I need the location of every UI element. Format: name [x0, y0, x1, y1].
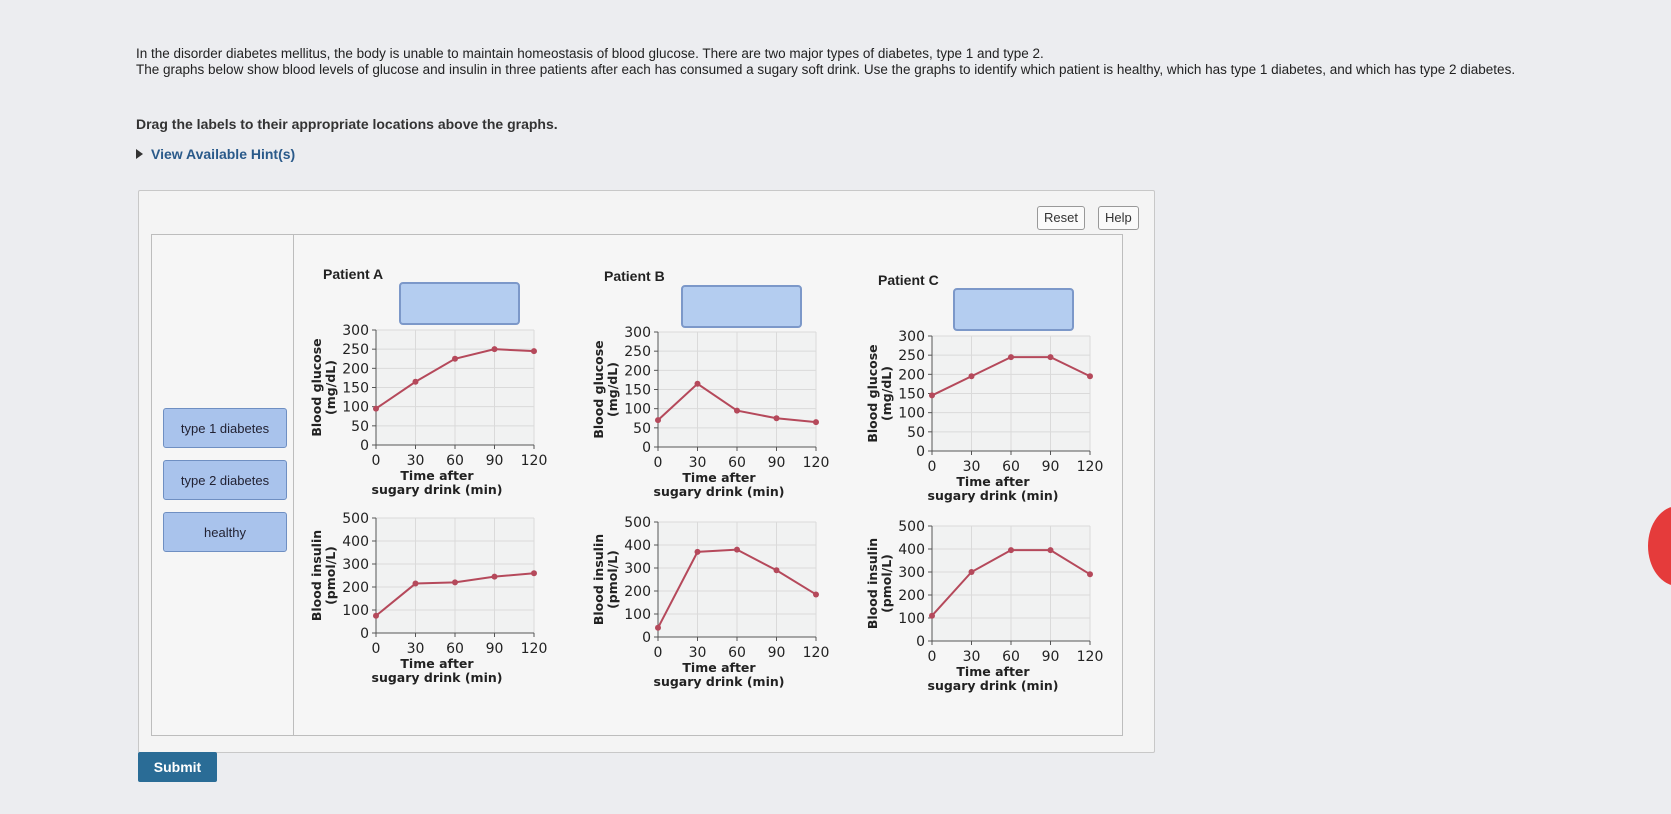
y-tick-label: 200 [342, 580, 369, 596]
y-tick-label: 100 [624, 607, 651, 623]
y-tick-label: 0 [916, 634, 925, 650]
data-point [1048, 547, 1054, 553]
y-tick-label: 250 [342, 342, 369, 359]
data-point [1087, 571, 1093, 577]
data-point [813, 419, 819, 425]
x-axis-label: sugary drink (min) [927, 488, 1059, 503]
label-bank-divider [293, 234, 294, 736]
y-tick-label: 300 [898, 565, 925, 581]
x-tick-label: 60 [446, 641, 464, 657]
data-point [655, 417, 661, 423]
data-point [813, 591, 819, 597]
y-axis-label: Blood glucose [865, 344, 880, 443]
reset-button[interactable]: Reset [1037, 206, 1085, 230]
patient-a-title: Patient A [323, 266, 384, 282]
y-tick-label: 300 [624, 325, 651, 341]
y-tick-label: 0 [642, 630, 651, 646]
x-axis-label: sugary drink (min) [371, 482, 503, 497]
x-tick-label: 30 [406, 641, 425, 657]
data-point [492, 346, 498, 352]
x-tick-label: 120 [520, 453, 548, 469]
intro-line-1: In the disorder diabetes mellitus, the body is unable to maintain homeostasis of blood glucose. There are two major types of diabetes, type 1 and type 2. [136, 46, 1044, 61]
x-tick-label: 30 [962, 649, 981, 665]
data-point [1048, 354, 1054, 360]
y-tick-label: 200 [898, 367, 925, 384]
y-axis-label: (mg/dL) [323, 360, 338, 415]
patient-c-glucose-chart [862, 326, 1122, 506]
y-tick-label: 500 [624, 515, 651, 531]
y-axis-label: (pmol/L) [323, 546, 338, 605]
x-tick-label: 0 [927, 649, 937, 665]
data-point [413, 379, 419, 385]
instruction-text: Drag the labels to their appropriate locations above the graphs. [136, 116, 558, 132]
data-point [969, 373, 975, 379]
y-tick-label: 400 [624, 538, 651, 554]
x-tick-label: 120 [520, 641, 548, 657]
x-tick-label: 120 [802, 455, 830, 471]
floating-action-button[interactable] [1648, 506, 1671, 586]
x-tick-label: 0 [653, 455, 663, 471]
y-tick-label: 250 [898, 348, 925, 365]
y-tick-label: 500 [342, 511, 369, 527]
data-point [1008, 547, 1014, 553]
y-axis-label: (pmol/L) [879, 554, 894, 613]
y-tick-label: 200 [342, 361, 369, 378]
y-tick-label: 100 [342, 399, 369, 416]
x-tick-label: 60 [728, 645, 746, 661]
y-tick-label: 150 [898, 386, 925, 403]
data-point [413, 581, 419, 587]
y-axis-label: Blood insulin [865, 537, 880, 630]
data-point [695, 381, 701, 387]
label-type-2-diabetes[interactable]: type 2 diabetes [163, 460, 287, 500]
y-tick-label: 100 [624, 401, 651, 418]
x-tick-label: 60 [1002, 649, 1020, 665]
data-point [531, 570, 537, 576]
data-point [1008, 354, 1014, 360]
x-axis-label: Time after [400, 656, 474, 671]
drop-target-patient-a[interactable] [399, 282, 520, 325]
patient-c-title: Patient C [878, 272, 939, 288]
data-point [452, 579, 458, 585]
y-axis-label: Blood glucose [309, 338, 324, 437]
data-point [373, 613, 379, 619]
y-axis-label: (mg/dL) [605, 362, 620, 417]
y-tick-label: 400 [342, 534, 369, 550]
data-point [1087, 373, 1093, 379]
x-axis-label: sugary drink (min) [653, 674, 785, 689]
data-point [452, 356, 458, 362]
y-tick-label: 0 [642, 440, 651, 456]
patient-b-insulin-chart [588, 512, 848, 692]
y-tick-label: 0 [360, 626, 369, 642]
x-axis-label: Time after [956, 474, 1030, 489]
label-healthy[interactable]: healthy [163, 512, 287, 552]
y-tick-label: 300 [624, 561, 651, 577]
y-axis-label: (mg/dL) [879, 366, 894, 421]
patient-b-glucose-chart [588, 322, 848, 502]
x-axis-label: Time after [682, 470, 756, 485]
y-tick-label: 50 [907, 424, 925, 441]
x-tick-label: 90 [1041, 649, 1060, 665]
intro-line-2: The graphs below show blood levels of glucose and insulin in three patients after each has consumed a sugary soft drink. Use the graphs to identify which patient is healthy, which has type 1 diabetes, and which has type 2 diabetes. [136, 62, 1516, 77]
x-tick-label: 120 [802, 645, 830, 661]
y-tick-label: 250 [624, 344, 651, 361]
patient-c-insulin-chart [862, 516, 1122, 696]
x-axis-label: Time after [400, 468, 474, 483]
y-axis-label: Blood insulin [591, 533, 606, 626]
x-tick-label: 90 [767, 455, 786, 471]
patient-a-insulin-chart [306, 508, 566, 688]
submit-button[interactable]: Submit [138, 752, 217, 782]
y-tick-label: 0 [916, 444, 925, 460]
x-tick-label: 90 [485, 453, 504, 469]
y-tick-label: 500 [898, 519, 925, 535]
patient-a-glucose-chart [306, 320, 566, 500]
y-tick-label: 0 [360, 438, 369, 454]
y-tick-label: 100 [898, 611, 925, 627]
x-axis-label: sugary drink (min) [653, 484, 785, 499]
data-point [774, 415, 780, 421]
y-tick-label: 300 [898, 329, 925, 345]
x-tick-label: 0 [927, 459, 937, 475]
drop-target-patient-c[interactable] [953, 288, 1074, 331]
patient-b-title: Patient B [604, 268, 665, 284]
data-point [929, 613, 935, 619]
help-button[interactable]: Help [1098, 206, 1139, 230]
view-hints-link[interactable] [136, 146, 295, 162]
x-tick-label: 60 [446, 453, 464, 469]
view-hints-label: View Available Hint(s) [151, 146, 296, 162]
x-axis-label: Time after [956, 664, 1030, 679]
data-point [655, 625, 661, 631]
y-tick-label: 200 [898, 588, 925, 604]
y-tick-label: 150 [624, 382, 651, 399]
x-tick-label: 0 [653, 645, 663, 661]
x-tick-label: 0 [371, 641, 381, 657]
data-point [531, 348, 537, 354]
x-tick-label: 120 [1076, 459, 1104, 475]
x-axis-label: Time after [682, 660, 756, 675]
data-point [929, 392, 935, 398]
expand-triangle-icon [136, 149, 143, 159]
x-tick-label: 30 [962, 459, 981, 475]
y-tick-label: 100 [898, 405, 925, 422]
y-tick-label: 300 [342, 557, 369, 573]
x-tick-label: 90 [1041, 459, 1060, 475]
y-tick-label: 50 [351, 418, 369, 435]
y-axis-label: Blood insulin [309, 529, 324, 622]
data-point [774, 567, 780, 573]
y-axis-label: (pmol/L) [605, 550, 620, 609]
x-tick-label: 60 [728, 455, 746, 471]
data-point [734, 547, 740, 553]
data-point [695, 549, 701, 555]
y-axis-label: Blood glucose [591, 340, 606, 439]
x-tick-label: 90 [767, 645, 786, 661]
x-tick-label: 30 [688, 455, 707, 471]
y-tick-label: 400 [898, 542, 925, 558]
x-tick-label: 120 [1076, 649, 1104, 665]
y-tick-label: 50 [633, 420, 651, 437]
y-tick-label: 200 [624, 584, 651, 600]
x-tick-label: 0 [371, 453, 381, 469]
data-point [492, 574, 498, 580]
x-axis-label: sugary drink (min) [371, 670, 503, 685]
data-point [734, 408, 740, 414]
y-tick-label: 150 [342, 380, 369, 397]
y-tick-label: 300 [342, 323, 369, 339]
data-point [969, 569, 975, 575]
y-tick-label: 100 [342, 603, 369, 619]
intro-text [136, 46, 1616, 78]
x-tick-label: 60 [1002, 459, 1020, 475]
data-point [373, 406, 379, 412]
x-tick-label: 30 [406, 453, 425, 469]
x-tick-label: 90 [485, 641, 504, 657]
x-axis-label: sugary drink (min) [927, 678, 1059, 693]
y-tick-label: 200 [624, 363, 651, 380]
label-type-1-diabetes[interactable]: type 1 diabetes [163, 408, 287, 448]
x-tick-label: 30 [688, 645, 707, 661]
